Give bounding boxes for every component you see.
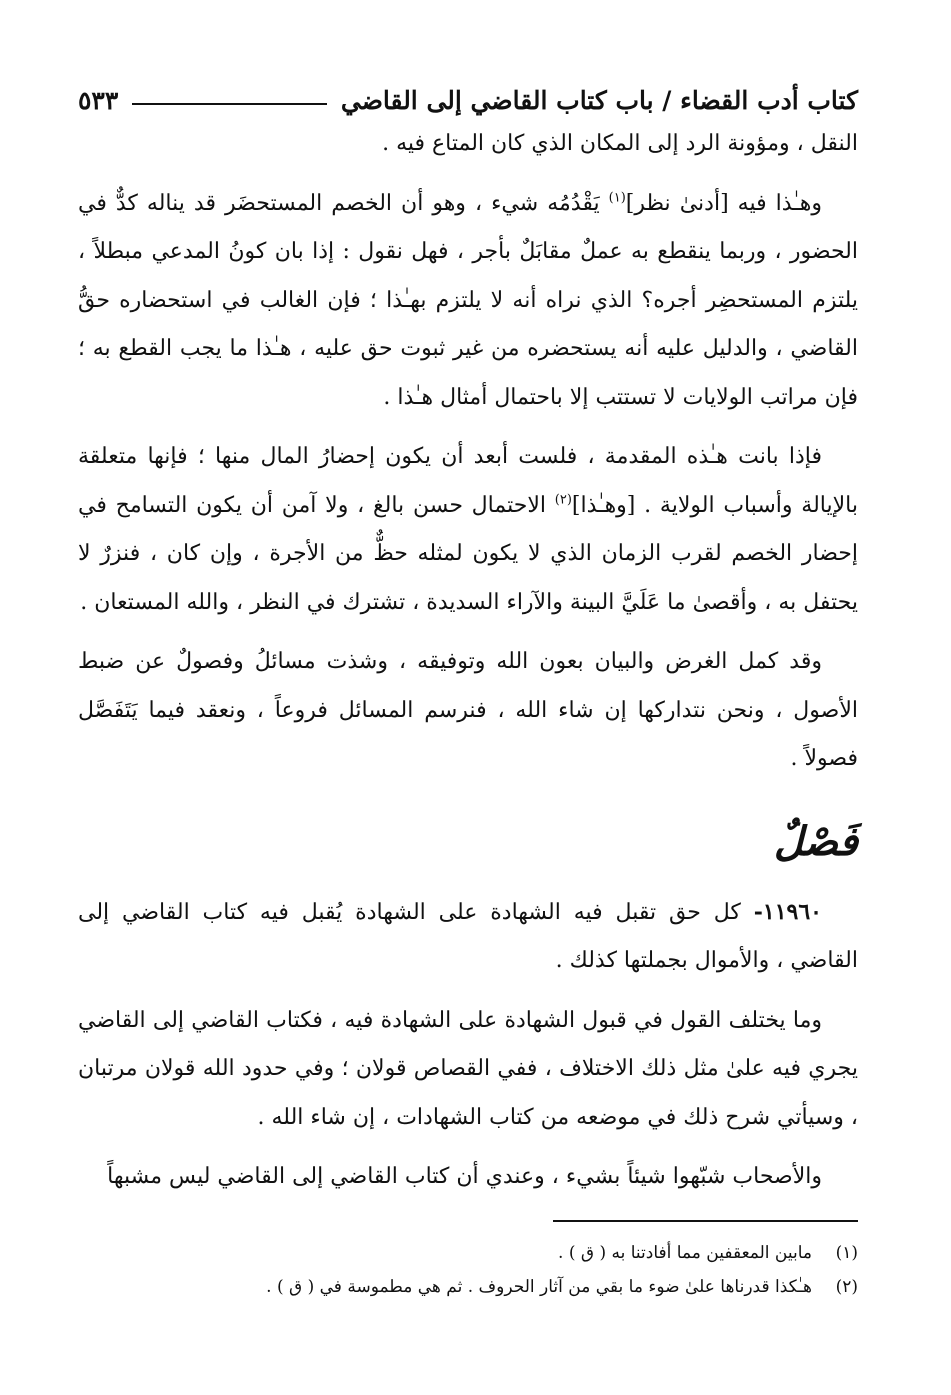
paragraph: [78, 180, 858, 423]
main-text: [78, 120, 858, 1202]
issue-number: ١١٩٦٠-: [753, 898, 822, 925]
footnote-number: (١): [835, 1242, 858, 1263]
header-rule: [132, 103, 327, 105]
paragraph-continuation: النقل ، ومؤونة الرد إلى المكان الذي كان المتاع فيه .: [382, 131, 858, 156]
footnote-text: مابين المعقفين مما أفادتنا به ( ق ) .: [558, 1242, 812, 1263]
running-header: [78, 80, 858, 120]
page-number: ٥٣٣: [78, 85, 119, 115]
issue-paragraph: [78, 888, 858, 986]
running-title: كتاب أدب القضاء / باب كتاب القاضي إلى القاضي: [340, 85, 858, 115]
paragraph-text: يَقْدُمُه شيء ، وهو أن الخصم المستحضَر قد يناله كدٌّ في الحضور ، وربما ينقطع به عملٌ مقابَلٌ بأجر ، فهل نقول : إذا بان كونُ المدعي مبطلاً ، يلتزم المستحضِر أجره؟ الذي نراه أنه لا يلتزم بهـٰذا ؛ فإن الغالب في استحضاره حقُّ القاضي ، والدليل عليه أنه يستحضره من غير ثبوت حق عليه ، هـٰذا ما يجب القطع به ؛ فإن مراتب الولايات لا تستتب إلا باحتمال أمثال هـٰذا .: [78, 190, 858, 410]
paragraph: والأصحاب شبّهوا شيئاً بشيء ، وعندي أن كتاب القاضي إلى القاضي ليس مشبهاً: [107, 1164, 822, 1189]
footnote-marker: (١): [608, 190, 626, 206]
footnote-separator: [553, 1220, 858, 1222]
paragraph: [78, 433, 858, 627]
book-page: [78, 80, 858, 1340]
section-heading-text: فَصْلٌ: [773, 817, 858, 865]
footnote-text: هـٰكذا قدرناها علىٰ ضوء ما بقي من آثار الحروف . ثم هي مطموسة في ( ق ) .: [266, 1276, 812, 1297]
section-heading: [78, 816, 858, 868]
issue-text: كل حق تقبل فيه الشهادة على الشهادة يُقبل فيه كتاب القاضي إلى القاضي ، والأموال بجملتها كذلك .: [78, 899, 858, 973]
footnote-marker: (٢): [554, 492, 572, 508]
footnotes: [78, 1236, 858, 1304]
paragraph: وما يختلف القول في قبول الشهادة على الشهادة فيه ، فكتاب القاضي إلى القاضي يجري فيه علىٰ مثل ذلك الاختلاف ، ففي القصاص قولان ؛ وفي حدود الله قولان مرتبان ، وسيأتي شرح ذلك في موضعه من كتاب الشهادات ، إن شاء الله .: [78, 1007, 858, 1130]
footnote: [78, 1270, 858, 1304]
footnote-number: (٢): [835, 1276, 858, 1297]
footnote: [78, 1236, 858, 1270]
paragraph-text: الاحتمال حسن بالغ ، ولا آمن أن يكون التسامح في إحضار الخصم لقرب الزمان الذي لا يكون لمثله حظٌّ من الأجرة ، وإن كان ، فنزرٌ لا يحتفل به ، وأقصىٰ ما عَلَيَّ البينة والآراء السديدة ، تشترك في النظر ، والله المستعان .: [78, 492, 858, 615]
paragraph-text: فإذا بانت هـٰذه المقدمة ، فلست أبعد أن يكون إحضارُ المال منها ؛ فإنها متعلقة بالإيالة وأسباب الولاية . [وهـٰذا]: [78, 444, 858, 518]
paragraph: وقد كمل الغرض والبيان بعون الله وتوفيقه ، وشذت مسائلُ وفصولٌ عن ضبط الأصول ، ونحن نتداركها إن شاء الله ، فنرسم المسائل فروعاً ، ونعقد فيما يَتَفَصَّل فصولاً .: [78, 649, 858, 771]
paragraph-text: وهـٰذا فيه [أدنىٰ نظر]: [625, 190, 822, 216]
